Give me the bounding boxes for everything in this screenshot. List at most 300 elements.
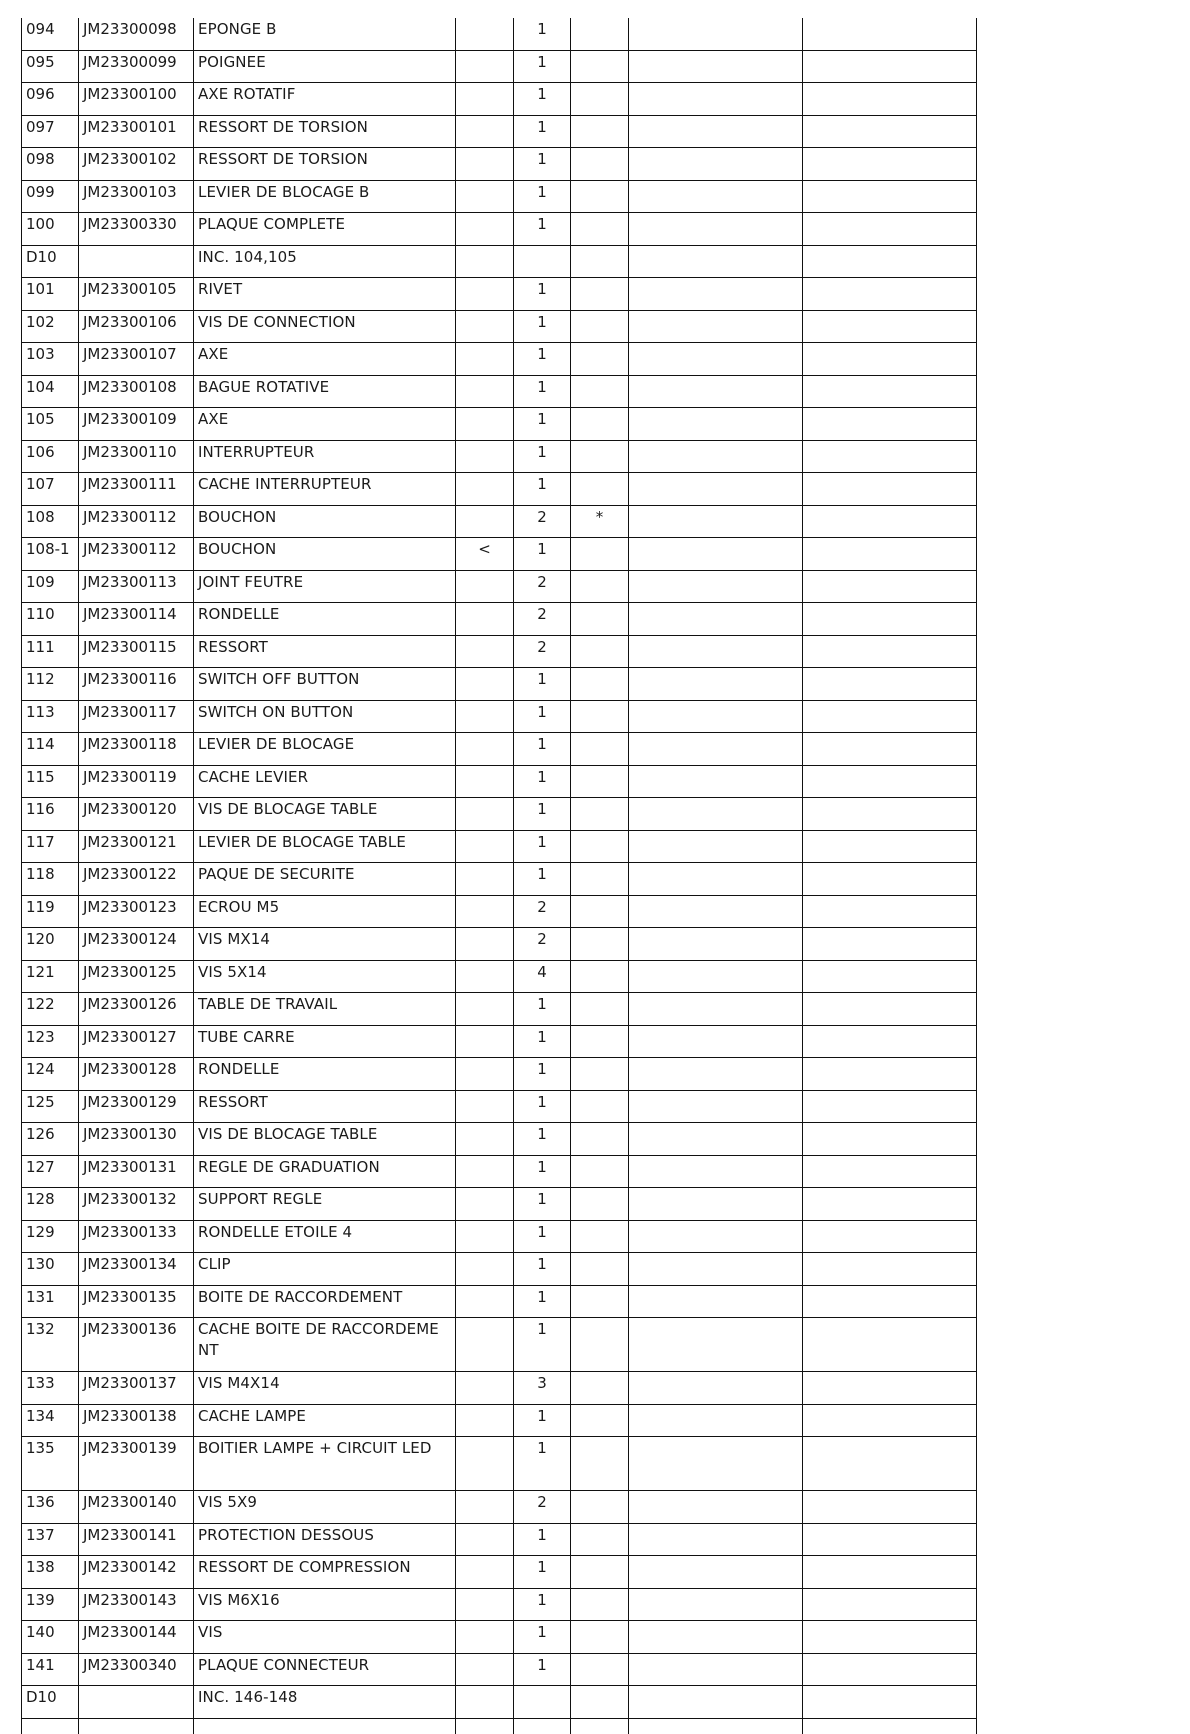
table-row	[22, 1090, 977, 1123]
note-cell	[571, 668, 629, 701]
quantity-cell: 1	[514, 830, 571, 863]
note-cell	[571, 1155, 629, 1188]
item-number-cell: 135	[22, 1437, 79, 1491]
table-row	[22, 1188, 977, 1221]
item-number-cell: 115	[22, 765, 79, 798]
empty-cell	[629, 733, 803, 766]
part-description-cell: AXE	[194, 408, 456, 441]
note-cell	[571, 700, 629, 733]
marker-cell	[456, 1318, 514, 1372]
item-number-cell: 096	[22, 83, 79, 116]
item-number-cell: 130	[22, 1253, 79, 1286]
empty-cell	[803, 1372, 977, 1405]
quantity-cell: 1	[514, 668, 571, 701]
table-row	[22, 115, 977, 148]
note-cell	[571, 1090, 629, 1123]
empty-cell	[629, 1318, 803, 1372]
empty-cell	[803, 1220, 977, 1253]
empty-cell	[629, 603, 803, 636]
note-cell	[571, 375, 629, 408]
empty-cell	[803, 798, 977, 831]
item-number-cell: 104	[22, 375, 79, 408]
table-row	[22, 538, 977, 571]
part-description-cell: CACHE INTERRUPTEUR	[194, 473, 456, 506]
quantity-cell: 2	[514, 570, 571, 603]
part-reference-cell: JM23300099	[79, 50, 194, 83]
empty-cell	[803, 1653, 977, 1686]
table-row	[22, 895, 977, 928]
quantity-cell: 1	[514, 993, 571, 1026]
part-reference-cell: JM23300102	[79, 148, 194, 181]
table-row	[22, 375, 977, 408]
table-row	[22, 668, 977, 701]
table-row	[22, 440, 977, 473]
empty-cell	[629, 1123, 803, 1156]
item-number-cell: 095	[22, 50, 79, 83]
empty-cell	[629, 473, 803, 506]
marker-cell	[456, 1491, 514, 1524]
empty-cell	[629, 440, 803, 473]
part-description-cell: TABLE DE TRAVAIL	[194, 993, 456, 1026]
marker-cell	[456, 993, 514, 1026]
part-description-cell: RESSORT	[194, 1090, 456, 1123]
quantity-cell: 4	[514, 960, 571, 993]
marker-cell	[456, 928, 514, 961]
quantity-cell: 1	[514, 1653, 571, 1686]
empty-cell	[803, 1090, 977, 1123]
table-row	[22, 960, 977, 993]
marker-cell: <	[456, 538, 514, 571]
part-description-cell: RESSORT	[194, 635, 456, 668]
empty-cell	[629, 798, 803, 831]
marker-cell	[456, 1686, 514, 1719]
empty-cell	[629, 830, 803, 863]
quantity-cell: 1	[514, 408, 571, 441]
quantity-cell: 1	[514, 50, 571, 83]
empty-cell	[803, 83, 977, 116]
part-reference-cell: JM23300133	[79, 1220, 194, 1253]
part-description-cell: VIS M6X16	[194, 1588, 456, 1621]
note-cell	[571, 213, 629, 246]
note-cell	[571, 863, 629, 896]
marker-cell	[456, 863, 514, 896]
marker-cell	[456, 1285, 514, 1318]
table-row	[22, 408, 977, 441]
table-row	[22, 1621, 977, 1654]
marker-cell	[456, 570, 514, 603]
empty-cell	[629, 343, 803, 376]
empty-cell	[629, 1253, 803, 1286]
marker-cell	[456, 1058, 514, 1091]
part-reference-cell: JM23300139	[79, 1437, 194, 1491]
part-reference-cell: JM23300128	[79, 1058, 194, 1091]
empty-cell	[22, 1718, 79, 1734]
table-row	[22, 505, 977, 538]
empty-cell	[629, 1718, 803, 1734]
part-description-cell: CACHE LEVIER	[194, 765, 456, 798]
table-row	[22, 993, 977, 1026]
quantity-cell: 1	[514, 278, 571, 311]
part-description-cell: CACHE LAMPE	[194, 1404, 456, 1437]
empty-cell	[803, 1025, 977, 1058]
quantity-cell: 1	[514, 538, 571, 571]
empty-cell	[803, 343, 977, 376]
marker-cell	[456, 700, 514, 733]
item-number-cell: 123	[22, 1025, 79, 1058]
part-reference-cell: JM23300103	[79, 180, 194, 213]
note-cell	[571, 1123, 629, 1156]
table-row	[22, 148, 977, 181]
empty-cell	[803, 1404, 977, 1437]
part-reference-cell: JM23300105	[79, 278, 194, 311]
part-reference-cell: JM23300132	[79, 1188, 194, 1221]
item-number-cell: 129	[22, 1220, 79, 1253]
quantity-cell: 1	[514, 1556, 571, 1589]
empty-cell	[803, 473, 977, 506]
part-reference-cell: JM23300144	[79, 1621, 194, 1654]
quantity-cell: 1	[514, 375, 571, 408]
part-description-cell: RONDELLE ETOILE 4	[194, 1220, 456, 1253]
note-cell	[571, 1025, 629, 1058]
note-cell	[571, 115, 629, 148]
marker-cell	[456, 1372, 514, 1405]
note-cell	[571, 245, 629, 278]
empty-cell	[629, 18, 803, 50]
table-row	[22, 1437, 977, 1491]
empty-cell	[79, 1718, 194, 1734]
note-cell	[571, 765, 629, 798]
part-reference-cell: JM23300138	[79, 1404, 194, 1437]
table-row	[22, 50, 977, 83]
item-number-cell: 097	[22, 115, 79, 148]
note-cell	[571, 1523, 629, 1556]
quantity-cell: 1	[514, 1090, 571, 1123]
table-row	[22, 1686, 977, 1719]
empty-cell	[629, 1653, 803, 1686]
empty-cell	[629, 310, 803, 343]
quantity-cell: 2	[514, 635, 571, 668]
item-number-cell: 120	[22, 928, 79, 961]
part-reference-cell: JM23300131	[79, 1155, 194, 1188]
item-number-cell: 116	[22, 798, 79, 831]
empty-cell	[629, 960, 803, 993]
quantity-cell: 1	[514, 83, 571, 116]
empty-cell	[803, 245, 977, 278]
note-cell	[571, 993, 629, 1026]
note-cell	[571, 18, 629, 50]
part-description-cell: PLAQUE COMPLETE	[194, 213, 456, 246]
table-row	[22, 798, 977, 831]
empty-cell	[194, 1718, 456, 1734]
item-number-cell: 106	[22, 440, 79, 473]
note-cell	[571, 310, 629, 343]
part-description-cell: SWITCH OFF BUTTON	[194, 668, 456, 701]
part-description-cell: ECROU M5	[194, 895, 456, 928]
part-reference-cell: JM23300115	[79, 635, 194, 668]
note-cell	[571, 148, 629, 181]
table-row	[22, 863, 977, 896]
part-reference-cell: JM23300111	[79, 473, 194, 506]
note-cell	[571, 1188, 629, 1221]
part-reference-cell: JM23300113	[79, 570, 194, 603]
part-description-cell: CACHE BOITE DE RACCORDEME NT	[194, 1318, 456, 1372]
item-number-cell: 118	[22, 863, 79, 896]
part-description-cell: VIS	[194, 1621, 456, 1654]
empty-cell	[629, 83, 803, 116]
note-cell	[571, 538, 629, 571]
note-cell	[571, 278, 629, 311]
item-number-cell: 127	[22, 1155, 79, 1188]
quantity-cell: 1	[514, 115, 571, 148]
note-cell	[571, 408, 629, 441]
empty-cell	[629, 928, 803, 961]
empty-cell	[629, 1588, 803, 1621]
part-description-cell: RIVET	[194, 278, 456, 311]
empty-cell	[803, 310, 977, 343]
part-description-cell: SWITCH ON BUTTON	[194, 700, 456, 733]
item-number-cell: 139	[22, 1588, 79, 1621]
marker-cell	[456, 603, 514, 636]
item-number-cell: 141	[22, 1653, 79, 1686]
table-row	[22, 213, 977, 246]
quantity-cell: 1	[514, 765, 571, 798]
quantity-cell: 1	[514, 700, 571, 733]
note-cell	[571, 830, 629, 863]
empty-cell	[629, 1372, 803, 1405]
note-cell	[571, 1372, 629, 1405]
part-description-cell: LEVIER DE BLOCAGE	[194, 733, 456, 766]
item-number-cell: 105	[22, 408, 79, 441]
empty-cell	[803, 1285, 977, 1318]
quantity-cell: 1	[514, 1025, 571, 1058]
note-cell	[571, 635, 629, 668]
quantity-cell: 1	[514, 863, 571, 896]
empty-cell	[629, 148, 803, 181]
table-row	[22, 570, 977, 603]
part-reference-cell: JM23300110	[79, 440, 194, 473]
quantity-cell: 1	[514, 1523, 571, 1556]
marker-cell	[456, 245, 514, 278]
empty-cell	[629, 863, 803, 896]
marker-cell	[456, 830, 514, 863]
part-reference-cell: JM23300108	[79, 375, 194, 408]
table-row	[22, 1653, 977, 1686]
empty-cell	[629, 1025, 803, 1058]
quantity-cell: 1	[514, 1220, 571, 1253]
empty-cell	[803, 180, 977, 213]
part-reference-cell: JM23300112	[79, 538, 194, 571]
part-description-cell: PLAQUE CONNECTEUR	[194, 1653, 456, 1686]
note-cell	[571, 1253, 629, 1286]
item-number-cell: 119	[22, 895, 79, 928]
part-reference-cell: JM23300100	[79, 83, 194, 116]
part-reference-cell: JM23300125	[79, 960, 194, 993]
empty-cell	[629, 765, 803, 798]
table-row	[22, 245, 977, 278]
part-reference-cell: JM23300135	[79, 1285, 194, 1318]
note-cell	[571, 1437, 629, 1491]
marker-cell	[456, 1437, 514, 1491]
empty-cell	[629, 700, 803, 733]
empty-cell	[803, 960, 977, 993]
empty-cell	[803, 765, 977, 798]
empty-cell	[629, 1491, 803, 1524]
empty-cell	[629, 1220, 803, 1253]
note-cell	[571, 1285, 629, 1318]
item-number-cell: 112	[22, 668, 79, 701]
empty-cell	[803, 1491, 977, 1524]
note-cell	[571, 1686, 629, 1719]
note-cell	[571, 1588, 629, 1621]
item-number-cell: 117	[22, 830, 79, 863]
empty-cell	[629, 1556, 803, 1589]
quantity-cell: 1	[514, 798, 571, 831]
part-reference-cell: JM23300123	[79, 895, 194, 928]
quantity-cell: 2	[514, 928, 571, 961]
table-row	[22, 1155, 977, 1188]
part-reference-cell: JM23300330	[79, 213, 194, 246]
marker-cell	[456, 1155, 514, 1188]
table-row	[22, 310, 977, 343]
part-reference-cell: JM23300129	[79, 1090, 194, 1123]
marker-cell	[456, 733, 514, 766]
part-reference-cell: JM23300137	[79, 1372, 194, 1405]
empty-cell	[629, 1523, 803, 1556]
note-cell	[571, 440, 629, 473]
marker-cell	[456, 1123, 514, 1156]
marker-cell	[456, 1653, 514, 1686]
item-number-cell: 109	[22, 570, 79, 603]
item-number-cell: 121	[22, 960, 79, 993]
table-row	[22, 765, 977, 798]
empty-cell	[803, 213, 977, 246]
empty-cell	[803, 895, 977, 928]
empty-cell	[629, 1621, 803, 1654]
part-description-cell: AXE ROTATIF	[194, 83, 456, 116]
part-reference-cell: JM23300140	[79, 1491, 194, 1524]
part-reference-cell: JM23300117	[79, 700, 194, 733]
item-number-cell: 103	[22, 343, 79, 376]
part-description-cell: VIS 5X14	[194, 960, 456, 993]
parts-list-table	[21, 18, 977, 1734]
part-description-cell: EPONGE B	[194, 18, 456, 50]
empty-cell	[803, 863, 977, 896]
empty-cell	[629, 570, 803, 603]
marker-cell	[456, 1253, 514, 1286]
marker-cell	[456, 1404, 514, 1437]
empty-cell	[803, 1523, 977, 1556]
note-cell	[571, 1621, 629, 1654]
table-row	[22, 473, 977, 506]
part-description-cell: JOINT FEUTRE	[194, 570, 456, 603]
part-description-cell: RESSORT DE TORSION	[194, 115, 456, 148]
part-description-cell: BOUCHON	[194, 505, 456, 538]
table-row	[22, 83, 977, 116]
table-row	[22, 1372, 977, 1405]
note-cell	[571, 895, 629, 928]
part-description-cell: RESSORT DE COMPRESSION	[194, 1556, 456, 1589]
note-cell	[571, 1058, 629, 1091]
table-row	[22, 1588, 977, 1621]
empty-cell	[803, 830, 977, 863]
item-number-cell: 098	[22, 148, 79, 181]
part-description-cell: VIS DE BLOCAGE TABLE	[194, 798, 456, 831]
item-number-cell: 111	[22, 635, 79, 668]
note-cell	[571, 83, 629, 116]
marker-cell	[456, 473, 514, 506]
quantity-cell: 1	[514, 733, 571, 766]
table-row	[22, 18, 977, 50]
marker-cell	[456, 115, 514, 148]
part-reference-cell: JM23300101	[79, 115, 194, 148]
marker-cell	[456, 180, 514, 213]
part-description-cell: PAQUE DE SECURITE	[194, 863, 456, 896]
table-row-cut	[22, 1718, 977, 1734]
table-row	[22, 1318, 977, 1372]
quantity-cell: 1	[514, 148, 571, 181]
marker-cell	[456, 895, 514, 928]
part-description-cell: RONDELLE	[194, 1058, 456, 1091]
empty-cell	[803, 375, 977, 408]
part-reference-cell: JM23300126	[79, 993, 194, 1026]
marker-cell	[456, 765, 514, 798]
table-row	[22, 603, 977, 636]
quantity-cell: 1	[514, 1588, 571, 1621]
item-number-cell: 133	[22, 1372, 79, 1405]
item-number-cell: 113	[22, 700, 79, 733]
quantity-cell: 2	[514, 505, 571, 538]
empty-cell	[803, 668, 977, 701]
item-number-cell: 122	[22, 993, 79, 1026]
empty-cell	[803, 1188, 977, 1221]
part-description-cell: VIS 5X9	[194, 1491, 456, 1524]
marker-cell	[456, 213, 514, 246]
part-reference-cell: JM23300112	[79, 505, 194, 538]
empty-cell	[803, 505, 977, 538]
quantity-cell: 1	[514, 1621, 571, 1654]
marker-cell	[456, 1588, 514, 1621]
part-reference-cell: JM23300141	[79, 1523, 194, 1556]
part-description-cell: BOITIER LAMPE + CIRCUIT LED	[194, 1437, 456, 1491]
part-reference-cell: JM23300116	[79, 668, 194, 701]
table-row	[22, 1025, 977, 1058]
empty-cell	[803, 1253, 977, 1286]
part-reference-cell	[79, 245, 194, 278]
part-reference-cell: JM23300120	[79, 798, 194, 831]
empty-cell	[803, 1155, 977, 1188]
item-number-cell: 100	[22, 213, 79, 246]
item-number-cell: 136	[22, 1491, 79, 1524]
item-number-cell: 128	[22, 1188, 79, 1221]
table-row	[22, 1556, 977, 1589]
part-reference-cell: JM23300142	[79, 1556, 194, 1589]
item-number-cell: 102	[22, 310, 79, 343]
empty-cell	[803, 1318, 977, 1372]
table-row	[22, 180, 977, 213]
item-number-cell: 108-1	[22, 538, 79, 571]
marker-cell	[456, 375, 514, 408]
marker-cell	[456, 148, 514, 181]
table-row	[22, 1523, 977, 1556]
marker-cell	[456, 310, 514, 343]
marker-cell	[456, 960, 514, 993]
empty-cell	[803, 1621, 977, 1654]
part-description-cell: BOUCHON	[194, 538, 456, 571]
note-cell	[571, 570, 629, 603]
note-cell	[571, 50, 629, 83]
empty-cell	[629, 505, 803, 538]
note-cell	[571, 1491, 629, 1524]
